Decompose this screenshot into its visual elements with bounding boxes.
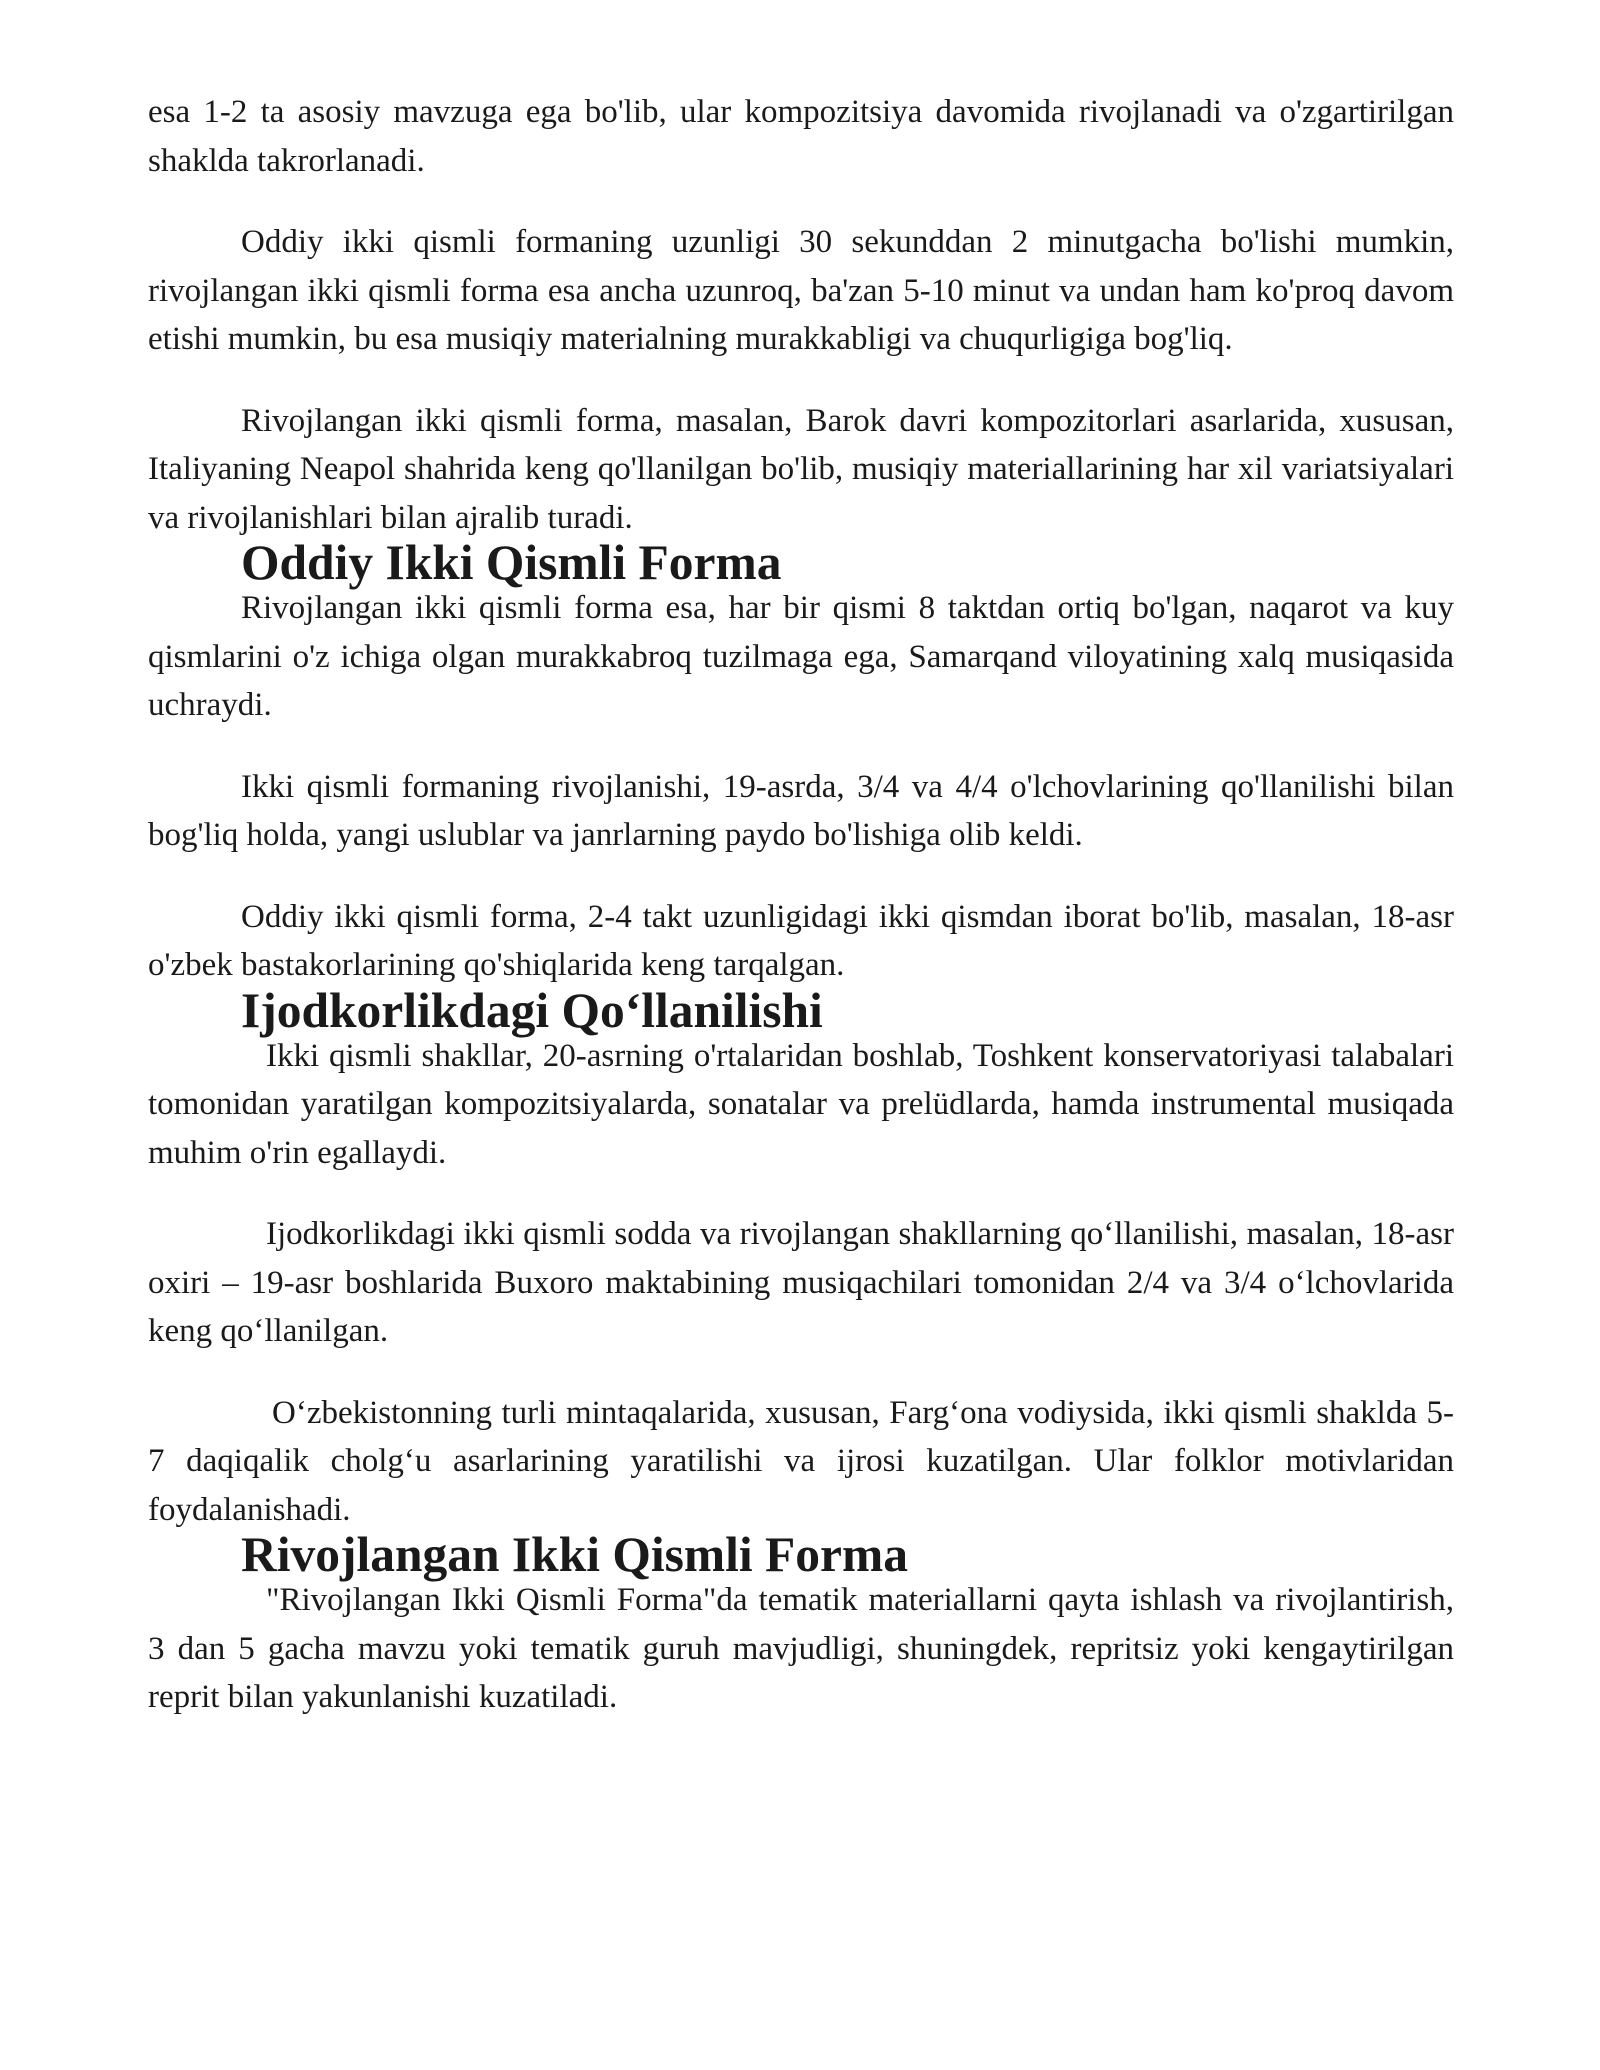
paragraph: Ikki qismli formaning rivojlanishi, 19-asrda, 3/4 va 4/4 o'lchovlarining qo'llanilishi bilan bog'liq holda, yangi uslublar va janrlarning paydo bo'lishiga olib keldi.	[148, 768, 1454, 853]
section-heading: Ijodkorlikdagi Qo‘llanilishi	[241, 982, 823, 1038]
section-heading: Oddiy Ikki Qismli Forma	[241, 535, 782, 590]
paragraph: esa 1-2 ta asosiy mavzuga ega bo'lib, ular kompozitsiya davomida rivojlanadi va o'zgartirilgan shaklda takrorlanadi.	[148, 94, 1454, 179]
paragraph: Ijodkorlikdagi ikki qismli sodda va rivojlangan shakllarning qo‘llanilishi, masalan, 18-asr oxiri – 19-asr boshlarida Buxoro maktabining musiqachilari tomonidan 2/4 va 3/4 o‘lchovlarida keng qo‘llanilgan.	[148, 1216, 1454, 1349]
paragraph: "Rivojlangan Ikki Qismli Forma"da tematik materiallarni qayta ishlash va rivojlantirish, 3 dan 5 gacha mavzu yoki tematik guruh mavjudligi, shuningdek, repritsiz yoki kengaytirilgan reprit bilan yakunlanishi kuzatiladi.	[148, 1582, 1454, 1715]
paragraph: Rivojlangan ikki qismli forma, masalan, Barok davri kompozitorlari asarlarida, xususan, Italiyaning Neapol shahrida keng qo'llanilgan bo'lib, musiqiy materiallarining har xil variatsiyalari va rivojlanishlari bilan ajralib turadi.	[148, 402, 1454, 536]
paragraph: O‘zbekistonning turli mintaqalarida, xususan, Farg‘ona vodiysida, ikki qismli shaklda 5-7 daqiqalik cholg‘u asarlarining yaratilishi va ijrosi kuzatilgan. Ular folklor motivlaridan foydalanishadi.	[148, 1394, 1454, 1528]
paragraph: Rivojlangan ikki qismli forma esa, har bir qismi 8 taktdan ortiq bo'lgan, naqarot va kuy qismlarini o'z ichiga olgan murakkabroq tuzilmaga ega, Samarqand viloyatining xalq musiqasida uchraydi.	[148, 590, 1454, 723]
paragraph: Oddiy ikki qismli forma, 2-4 takt uzunligidagi ikki qismdan iborat bo'lib, masalan, 18-asr o'zbek bastakorlarining qo'shiqlarida keng tarqalgan.	[148, 898, 1454, 983]
paragraph: Ikki qismli shakllar, 20-asrning o'rtalaridan boshlab, Toshkent konservatoriyasi talabalari tomonidan yaratilgan kompozitsiyalarda, sonatalar va prelüdlarda, hamda instrumental musiqada muhim o'rin egallaydi.	[148, 1037, 1454, 1171]
document-page	[148, 88, 1454, 1722]
paragraph: Oddiy ikki qismli formaning uzunligi 30 sekunddan 2 minutgacha bo'lishi mumkin, rivojlangan ikki qismli forma esa ancha uzunroq, ba'zan 5-10 minut va undan ham ko'proq davom etishi mumkin, bu esa musiqiy materialning murakkabligi va chuqurligiga bog'liq.	[148, 224, 1454, 357]
section-heading: Rivojlangan Ikki Qismli Forma	[241, 1527, 908, 1582]
